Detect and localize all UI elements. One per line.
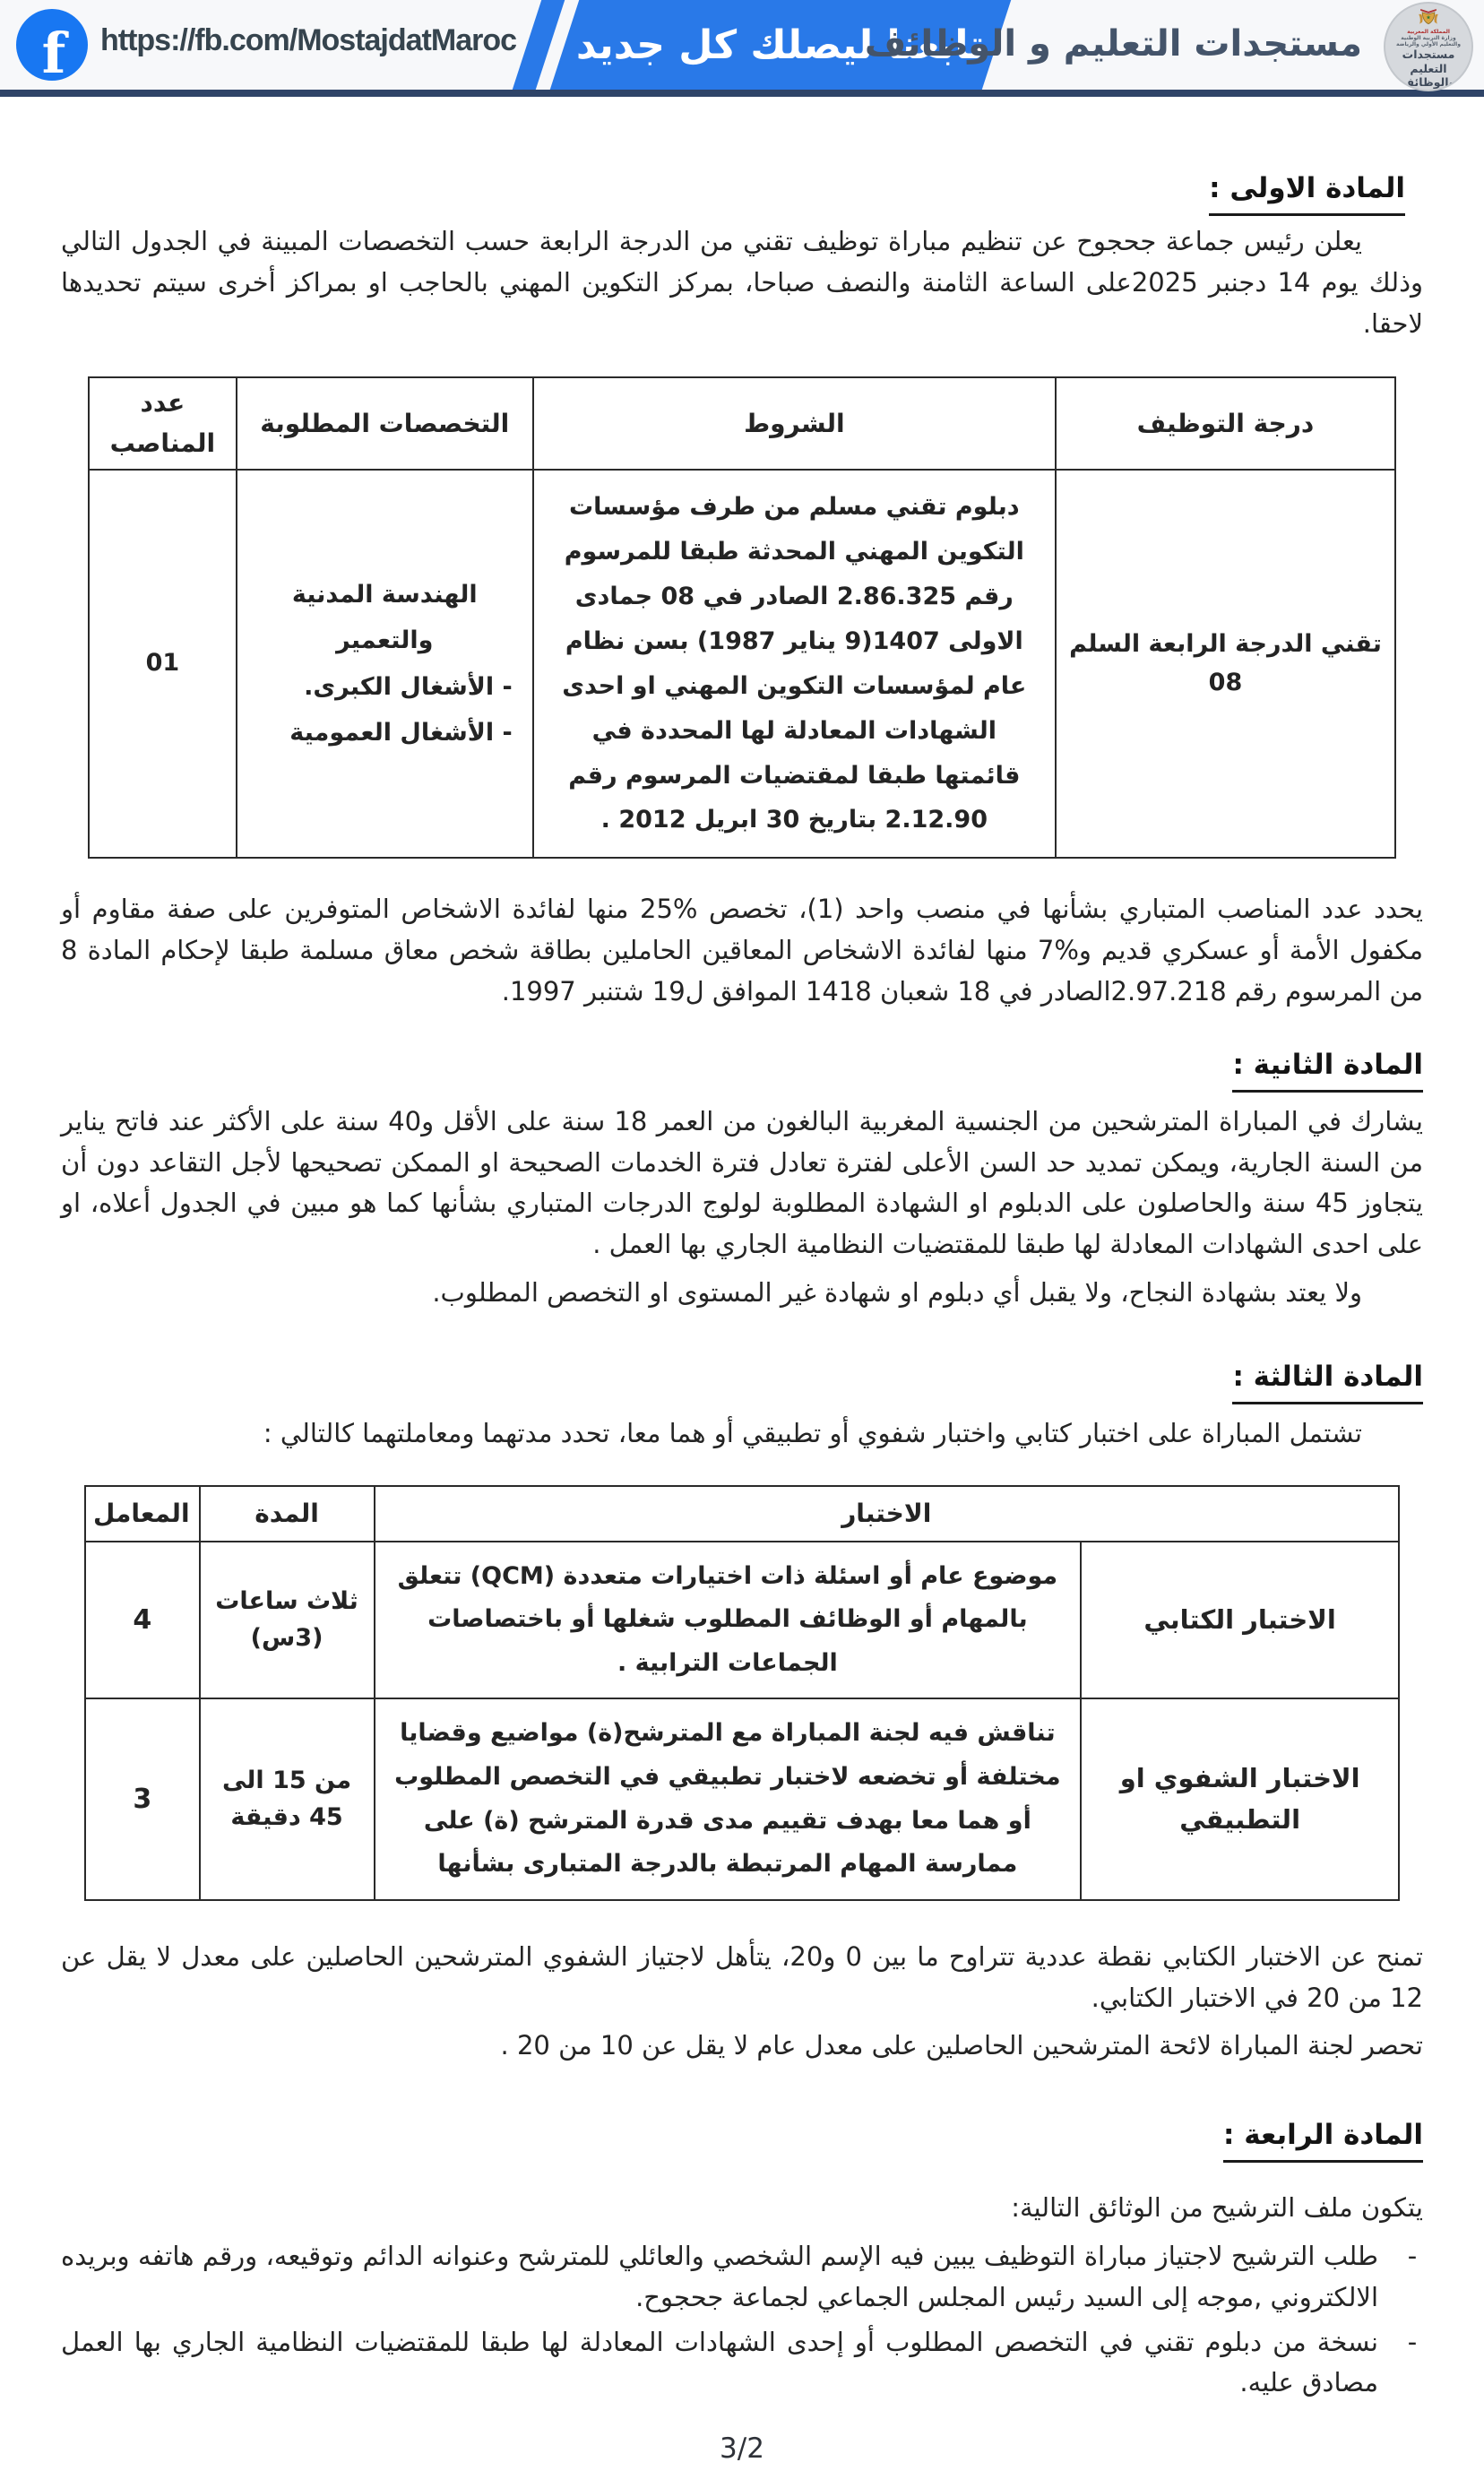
positions-table-row bbox=[89, 470, 1395, 859]
required-documents-list bbox=[61, 2236, 1423, 2404]
positions-count-cell: 01 bbox=[89, 470, 237, 859]
coat-of-arms-icon bbox=[1417, 7, 1440, 29]
article1-paragraph2: يحدد عدد المناصب المتباري بشأنها في منصب واحد (1)، تخصص %25 منها لفائدة الاشخاص المتوفرين على صفة مقاوم أو مكفول الأمة أو عسكري قديم و%7 منها لفائدة الاشخاص المعاقين الحاملين بطاقة شخص معاق مسلمة طبقا لإحكام المادة 8 من المرسوم رقم 2.97.218الصادر في 18 شعبان 1418 الموافق ل19 شتنبر 1997. bbox=[61, 894, 1423, 1007]
exam-label-cell: الاختبار الشفوي او التطبيقي bbox=[1081, 1698, 1399, 1899]
exams-table bbox=[84, 1485, 1400, 1901]
list-item bbox=[61, 2236, 1423, 2319]
article3-intro: تشتمل المباراة على اختبار كتابي واختبار شفوي أو تطبيقي أو هما معا، تحدد مدتهما ومعاملتهما كالتالي : bbox=[263, 1417, 1362, 1448]
article4-heading: المادة الرابعة : bbox=[1223, 2113, 1423, 2163]
ministry-logo-badge bbox=[1384, 2, 1473, 91]
article2-paragraph: يشارك في المباراة المترشحين من الجنسية المغربية البالغون من العمر 18 سنة على الأقل و40 سنة على الأكثر عند فاتح يناير من السنة الجارية، ويمكن تمديد حد السن الأعلى لفترة تعادل فترة الخدمات الصحيحة او الممكن تصحيحها لأجل التقاعد دون أن يتجاوز 45 سنة والحاصلون على الدبلوم او الشهادة المطلوبة لولوج الدرجات المتباري بشأنها كما هو مبين في الجدول أعلاه، او على احدى الشهادات المعادلة لها طبقا للمقتضيات النظامية الجاري بها العمل . bbox=[61, 1105, 1423, 1260]
specialty-line: الهندسة المدنية والتعمير bbox=[291, 581, 478, 655]
exam-label-cell: الاختبار الكتابي bbox=[1081, 1542, 1399, 1699]
col-header-specialties: التخصصات المطلوبة bbox=[237, 377, 533, 469]
exam-description-cell: تناقش فيه لجنة المباراة مع المترشح(ة) مواضيع وقضايا مختلفة أو تخضعه لاختبار تطبيقي في التخصص المطلوب أو هما معا بهدف تقييم مدى قدرة المترشح (ة) على ممارسة المهام المرتبطة بالدرجة المتبارى بشأنها bbox=[375, 1698, 1082, 1899]
page-header bbox=[0, 0, 1484, 90]
bullet-text: طلب الترشيح لاجتياز مباراة التوظيف يبين فيه الإسم الشخصي والعائلي للمترشح وعنوانه الدائم وتوقيعه، ورقم هاتفه وبريده الالكتروني ,موجه إلى السيد رئيس المجلس الجماعي لجماعة جحجوح. bbox=[61, 2241, 1378, 2312]
duration-line: من 15 الى bbox=[221, 1767, 352, 1795]
bullet-dash: - bbox=[1407, 2241, 1418, 2271]
article4-intro: يتكون ملف الترشيح من الوثائق التالية: bbox=[1011, 2192, 1423, 2224]
exam-duration-cell bbox=[200, 1698, 375, 1899]
article3-paragraph2: تحصر لجنة المباراة لائحة المترشحين الحاصلين على معدل عام لا يقل عن 10 من 20 . bbox=[500, 2030, 1423, 2061]
col-header-grade: درجة التوظيف bbox=[1056, 377, 1395, 469]
col-header-positions-count: عدد المناصب bbox=[89, 377, 237, 469]
exams-table-header-row bbox=[85, 1486, 1399, 1542]
exam-row-written bbox=[85, 1542, 1399, 1699]
exam-description-cell: موضوع عام أو اسئلة ذات اختيارات متعددة (QCM) تتعلق بالمهام أو الوظائف المطلوب شغلها أو باختصاصات الجماعات الترابية . bbox=[375, 1542, 1082, 1699]
logo-kingdom-line: المملكة المغربية bbox=[1407, 28, 1450, 35]
bullet-dash: - bbox=[1407, 2326, 1418, 2357]
conditions-cell: دبلوم تقني مسلم من طرف مؤسسات التكوين المهني المحدثة طبقا للمرسوم رقم 2.86.325 الصادر في 08 جمادى الاولى 1407(9 يناير 1987) بسن نظام عام لمؤسسات التكوين المهني او احدى الشهادات المعادلة لها المحددة في قائمتها طبقا لمقتضيات المرسوم رقم 2.12.90 بتاريخ 30 ابريل 2012 . bbox=[533, 470, 1056, 859]
grade-cell: تقني الدرجة الرابعة السلم 08 bbox=[1056, 470, 1395, 859]
article3-heading: المادة الثالثة : bbox=[1232, 1355, 1423, 1404]
col-header-conditions: الشروط bbox=[533, 377, 1056, 469]
logo-label-line2: والوظائف bbox=[1401, 75, 1456, 90]
specialty-line: - الأشغال الكبرى. bbox=[304, 672, 513, 701]
col-header-coefficient: المعامل bbox=[85, 1486, 200, 1542]
article3-paragraph: تمنح عن الاختبار الكتابي نقطة عددية تتراوح ما بين 0 و20، يتأهل لاجتياز الشفوي المترشحين الحاصلين على معدل لا يقل عن 12 من 20 في الاختبار الكتابي. bbox=[61, 1940, 1424, 2013]
list-item bbox=[61, 2322, 1423, 2405]
follow-us-banner-text: تابعنا ليصلك كل جديد bbox=[576, 22, 985, 68]
facebook-letter: f bbox=[41, 21, 66, 81]
specialty-line: - الأشغال العمومية bbox=[289, 718, 513, 747]
document-body bbox=[0, 167, 1484, 2471]
exam-duration-cell bbox=[200, 1542, 375, 1699]
bullet-text: نسخة من دبلوم تقني في التخصص المطلوب أو إحدى الشهادات المعادلة لها طبقا للمقتضيات النظامية الجاري بها العمل مصادق عليه. bbox=[61, 2326, 1378, 2398]
article2-paragraph2: ولا يعتد بشهادة النجاح، ولا يقبل أي دبلوم او شهادة غير المستوى او التخصص المطلوب. bbox=[432, 1277, 1362, 1309]
col-header-exam: الاختبار bbox=[375, 1486, 1399, 1542]
duration-line: 45 دقيقة bbox=[230, 1802, 343, 1831]
logo-label-line1: مستجدات التعليم bbox=[1402, 48, 1455, 75]
col-header-duration: المدة bbox=[200, 1486, 375, 1542]
logo-ministry-line1: وزارة التربية الوطنية bbox=[1401, 34, 1456, 41]
specialties-cell bbox=[237, 470, 533, 859]
facebook-icon[interactable] bbox=[16, 9, 88, 81]
exam-coefficient-cell: 4 bbox=[85, 1542, 200, 1699]
article2-heading: المادة الثانية : bbox=[1232, 1043, 1423, 1093]
positions-table-header-row bbox=[89, 377, 1395, 469]
article1-heading: المادة الاولى : bbox=[1209, 167, 1405, 216]
site-title: مستجدات التعليم و الوظائف bbox=[864, 23, 1362, 65]
logo-ministry-line2: والتعليم الأولي والرياضة bbox=[1396, 40, 1461, 48]
exam-coefficient-cell: 3 bbox=[85, 1698, 200, 1899]
duration-line: ثلاث ساعات bbox=[215, 1587, 358, 1616]
exam-row-oral bbox=[85, 1698, 1399, 1899]
header-rule bbox=[0, 90, 1484, 97]
page-number: 3/2 bbox=[720, 2432, 764, 2466]
facebook-url-link[interactable]: https://fb.com/MostajdatMaroc bbox=[100, 23, 517, 57]
positions-table bbox=[88, 376, 1396, 859]
article1-paragraph: يعلن رئيس جماعة جحجوح عن تنظيم مباراة توظيف تقني من الدرجة الرابعة حسب التخصصات المبينة في الجدول التالي وذلك يوم 14 دجنبر 2025على الساعة الثامنة والنصف صباحا، بمركز التكوين المهني بالحاجب او بمراكز أخرى سيتم تحديدها لاحقا. bbox=[61, 225, 1423, 339]
duration-line: (3س) bbox=[250, 1623, 324, 1652]
